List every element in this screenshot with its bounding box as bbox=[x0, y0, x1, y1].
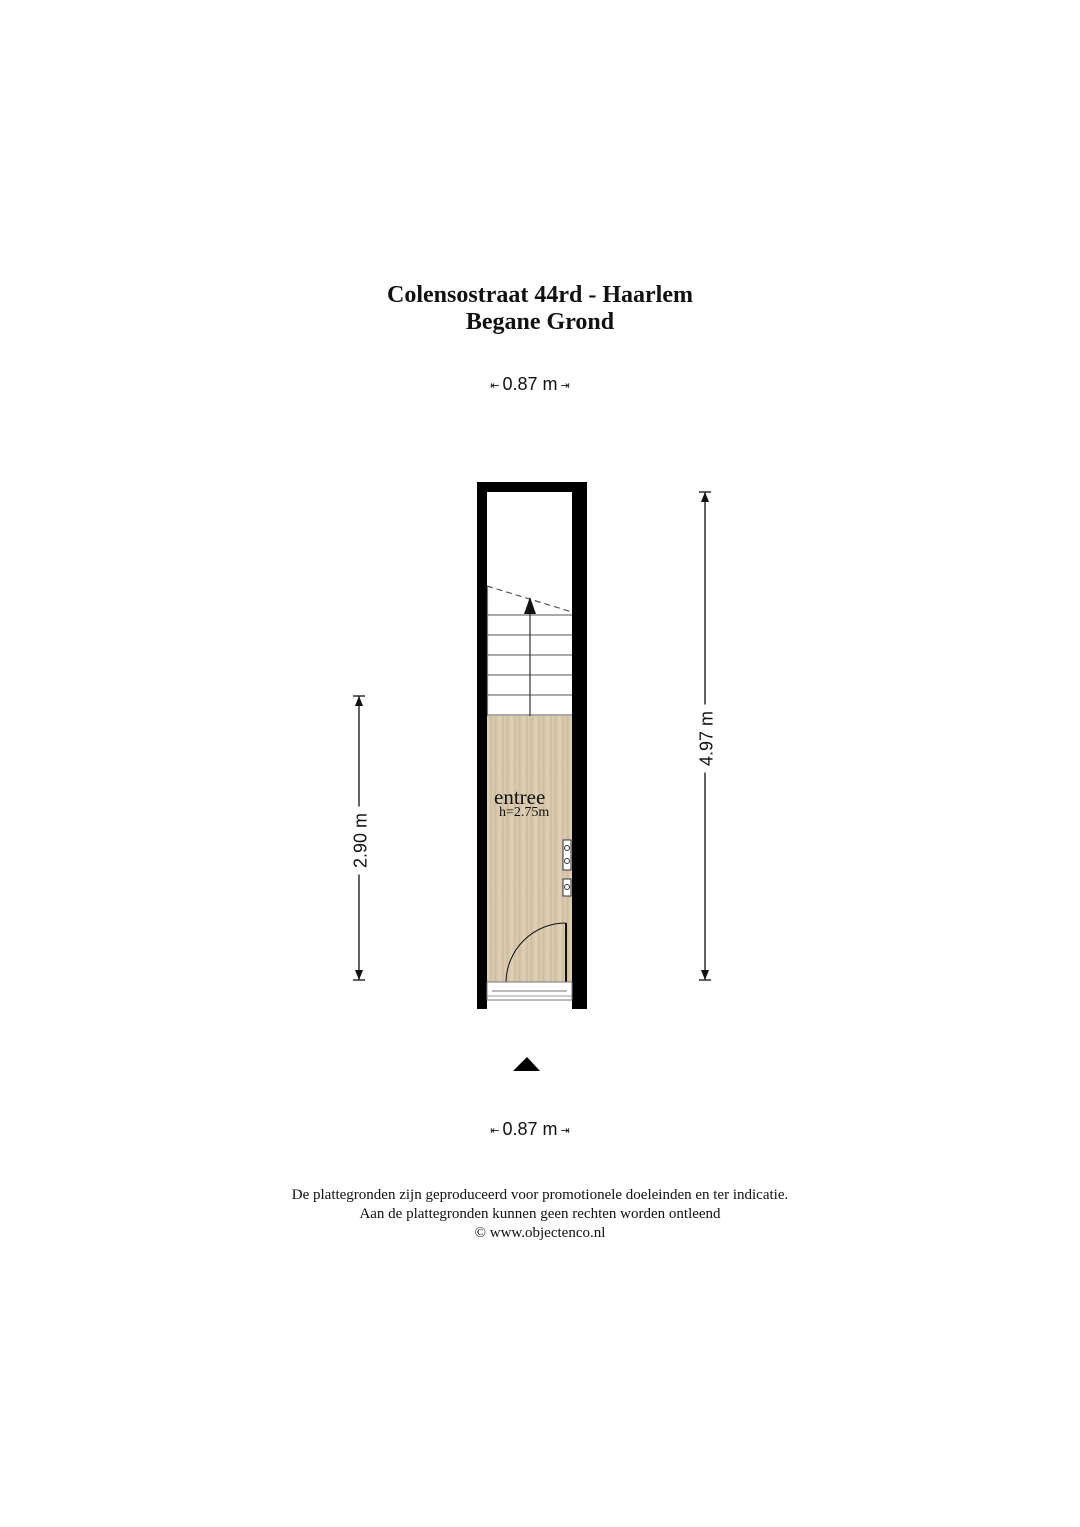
total-length-label: 4.97 m bbox=[693, 705, 722, 773]
dimension-left-arrow-icon: ⇤ bbox=[490, 379, 500, 392]
bottom-width-dimension bbox=[0, 1119, 1060, 1140]
dimension-arrow-icon bbox=[701, 492, 709, 502]
room-length-label: 2.90 m bbox=[347, 807, 376, 875]
dimension-left-arrow-icon: ⇤ bbox=[490, 1124, 500, 1137]
top-width-label: 0.87 m bbox=[502, 374, 558, 394]
dimension-right-arrow-icon: ⇥ bbox=[560, 1124, 570, 1137]
dimension-arrow-icon bbox=[355, 970, 363, 980]
entrance-marker-icon bbox=[513, 1057, 540, 1071]
room-name: entree bbox=[494, 785, 546, 809]
disclaimer-line-1: De plattegronden zijn geproduceerd voor promotionele doeleinden en ter indicatie. bbox=[291, 1187, 789, 1203]
floor-name: Begane Grond bbox=[465, 309, 615, 335]
disclaimer-line-2: Aan de plattegronden kunnen geen rechten worden ontleend bbox=[359, 1206, 721, 1222]
room-height: h=2.75m bbox=[499, 805, 550, 820]
copyright-link: © www.objectenco.nl bbox=[474, 1225, 606, 1241]
bottom-width-label: 0.87 m bbox=[502, 1119, 558, 1139]
dimension-arrow-icon bbox=[355, 696, 363, 706]
stair-direction-arrow-icon bbox=[524, 597, 536, 614]
wood-floor bbox=[487, 716, 572, 982]
dimension-arrow-icon bbox=[701, 970, 709, 980]
plan-title: Colensostraat 44rd - Haarlem bbox=[387, 282, 693, 308]
dimension-right-arrow-icon: ⇥ bbox=[560, 379, 570, 392]
wall-outlets bbox=[563, 840, 571, 896]
